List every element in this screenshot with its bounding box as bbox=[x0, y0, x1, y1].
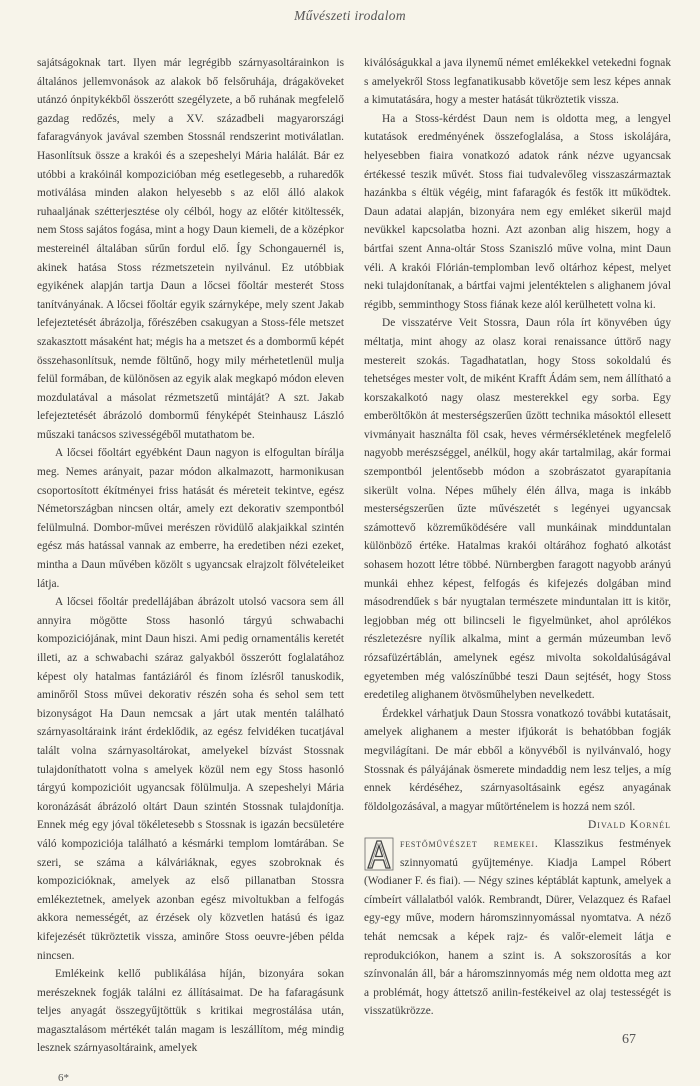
paragraph: Emlékeink kellő publikálása híján, bizonyára sokan merészeknek fogják találni ez állításaimat. De ha fafaragásunk teljes anyagát összegyűjtöttük s kritikai megrostálása után, magasztalásom mértékét talán magam is leszállítom, még mindig lesznek szárnyasoltáraink, amelyek bbox=[37, 968, 344, 1055]
review-paragraph bbox=[364, 835, 671, 1021]
paragraph: Ha a Stoss-kérdést Daun nem is oldotta meg, a lengyel kutatások eredményének összefoglalása, a Stoss iskolájára, helyesebben fiaira vonatkozó adatok ránk nézve ugyancsak értékessé teszik művét. Stoss fiai tudvalevőleg visszaszármaztak hazánkba s éltük végéig, mint fafaragók és festők itt működtek. Daun adatai alapján, bizonyára nem egy emléket sikerül majd nevükkel kapcsolatba hozni. Azt azonban alig hiszem, hogy a bártfai szent Anna-oltár Stoss Szaniszló műve volna, mint Daun véli. A krakói Flórián-templomban levő oltárhoz képest, melyet neki tulajdonítanak, a bártfai vajmi jelentéktelen s alighanem jóval régibb, semminthogy Stoss fiának keze alól kerülhetett volna ki. bbox=[364, 112, 671, 311]
left-column bbox=[37, 54, 344, 1086]
signature-mark: 6* bbox=[58, 1072, 69, 1085]
dropcap-a-icon bbox=[364, 837, 394, 871]
right-column bbox=[364, 54, 671, 1049]
paragraph: De visszatérve Veit Stossra, Daun róla írt könyvében úgy méltatja, mint ahogy az olasz korai renaissance úttörő nagy mestereit szokás. Tagadhatatlan, hogy Stoss sokoldalú és tehetséges mester volt, de miként Krafft Ádám sem, nem állítható a korszakalkotó nagy olasz mesterekkel egy sorba. Egy emberöltőkön át mesterségszerűen űzött technika másoktól ellesett vivmányait használta föl csak, heves vérmérsékletének megfelelő nagyobb merészséggel, anélkül, hogy akár tartalmilag, akár formai szempontból jelentősebb módon a szobrászatot gyarapítania sikerült volna. Népes műhely élén állva, maga is inkább mesterségszerűen űzte művészetét s legényei ugyancsak számottevő közreműködésére vall munkáinak mindduntalan különböző értéke. Hatalmas krakói oltárához fogható alkotást sohasem hozott létre többé. Nürnbergben faragott nagyobb arányú munkái ehhez képest, felfogás és kifejezés dolgában mind másodrendűek s bár nyugtalan természete minduntalan itt is kitör, legjobban még ott bilincseli le figyelmünket, ahol aprólékos részletezésre nyílik alkalma, mint a germán múzeumban levő rózsafüzértáblán, amelynek egész mivolta sokoldalúságával egyetemben még valószínűbbé teszi Daun sejtését, hogy Stoss eredetileg alighanem ötvösműhelyben nevelkedett. bbox=[364, 317, 671, 702]
page-number: 67 bbox=[622, 1031, 636, 1047]
paragraph: kiválóságukkal a java ilynemű német emlékekkel vetekedni fognak s amelyekről Stoss legfanatikusabb követője sem lesz képes annak a kimutatására, hogy a mester hatását tükröztetik vissza. bbox=[364, 57, 671, 107]
paragraph: A lőcsei főoltárt egyébként Daun nagyon is elfogultan bírálja meg. Nemes arányait, pazar módon alkalmazott, harmonikusan csoportosított ékítményei friss hatását és méreteit tekintve, egész Németországban nincsen oltár, amely ezt dekorativ szempontból felülmulná. Dombor-művei merészen rövidülő alakjaikkal szintén egész más hatással vannak az emberre, ha eredetiben nézi ezeket, mintha a Daun művében közölt s ugyancsak elrajzolt fölvételeiket látja. bbox=[37, 447, 344, 590]
paragraph: sajátságoknak tart. Ilyen már legrégibb szárnyasoltárainkon is általános jellemvonások az alakok bő felsőruhája, drágaköveket utánzó ónpitykékből összerótt szegélyzete, a bő ruhának megfelelő gazdag redőzés, mely a XV. századbeli magyarországi fafaragványok javával szemben Stossnál rendszerint motiválatlan. Hasonlítsuk össze a krakói és a szepeshelyi Mária halálát. Bár ez utóbbi a krakóinál kompozicióban még esetlegesebb, a ruharedők motiválása minden alakon helyesebb s az elől álló alakok ruhaaljának szétterjesztése oly célból, hogy az előtér kitöltessék, nem Stoss sajátos fogása, mint a hogy Daun kiemeli, de a középkor mestereinél általában sűrűn fordul elő. Így Schongauernél is, akinek hatása Stoss rézmetszetein nyilvánul. Ez utóbbiak egyikének alapján tartja Daun a lőcsei főoltár mesterét Stoss tanítványának. A lőcsei főoltár egyik szárnyképe, mely szent Jakab lefejeztetését ábrázolja, főrészében csakugyan a Stoss-féle metszet szakasztott másaként hat; mégis ha a metszet és a dombormű képét összehasonlítsuk, nemde föltűnő, hogy mily mérhetetlenül mulja felül formában, de különösen az egyik alak megkapó módon eleven mozdulatával a másolat rézmetszetű mintáját? A szt. Jakab lefejeztetését ábrázoló dombormű fényképét Steinhausz László műszaki tanácsos szivességéből mutathatom be. bbox=[37, 57, 344, 441]
text-columns bbox=[0, 46, 700, 1086]
author-signature: Divald Kornél bbox=[587, 819, 671, 832]
paragraph: A lőcsei főoltár predellájában ábrázolt utolsó vacsora sem áll annyira mögötte Stoss hasonló tárgyú schwabachi kompoziciójának, mint Daun hiszi. Ami pedig ornamentális keretét illeti, az a schwabachi száraz galyakból összerótt foglalatához képest oly hatalmas fantáziáról és finom ízlésről tanuskodik, aminőről Stoss művei dekorativ részén soha és sehol sem tett bizonyságot Ha Daun nemcsak a járt utak mentén található szárnyasoltáraink iránt érdeklődik, az egész felvidéken tucatjával talált volna szárnyasoltárokat, amelyekel bízvást Stossnak tulajdoníthatott volna s amelyek közül nem egy Stoss hasonló tárgyú kompozicióit ugyancsak fölülmulja. A szepeshelyi Mária koronázását ábrázoló oltárt Daun szintén Stossnak tulajdonítja. Ennek még egy jóval tökéletesebb s Stossnak is igazán becsületére váló kompoziciója található a késmárki templom lomtárában. Se szeri, se száma a kálváriáknak, egyes szobroknak és kompozicióknak, amelyek az első pillanatban Stossra emlékeztetnek, amelyek azonban egész mivoltukban a felfogás akkora nemességét, az érzések oly közvetlen hatású és igaz kifejezését tükröztetik vissza, aminőre Stoss oeuvre-jében példa nincsen. bbox=[37, 596, 344, 962]
review-title: festőművészet remekei. bbox=[400, 837, 539, 850]
paragraph: Érdekkel várhatjuk Daun Stossra vonatkozó további kutatásait, amelyek alighanem a mester ifjúkorát is behatóbban fogják megvilágítani. De már ebből a könyvéből is nyilvánvaló, hogy Stossnak és pályájának ösmerete mindaddig nem lesz teljes, a míg ennek kérdéséhez, szárnyasoltásaink egész anyagának földolgozásával, a magyar műtörténelem is hozzá nem szól. bbox=[364, 707, 671, 813]
running-head: Művészeti irodalom bbox=[294, 8, 406, 23]
review-text: Klasszikus festmények szinnyomatú gyűjteménye. Kiadja Lampel Róbert (Wodianer F. és fiai). — Négy szines képtáblát kaptunk, amelyek a címbeírt vállalatból valók. Rembrandt, Dürer, Velazquez és Rafael egy-egy műve, modern háromszinnyomással nyomtatva. A néző tehát nemcsak a képek rajz- és valőr-elemeit látja e reprodukciókon, hanem a szint is. A sokszorosítás a kor színvonalán áll, bár a háromszinnyomás még nem oldotta meg azt a problémát, hogy áttetsző anilin-festékeivel az olaj testességét is visszatükrözze. bbox=[364, 837, 672, 1018]
dropcap-letter bbox=[364, 837, 394, 871]
